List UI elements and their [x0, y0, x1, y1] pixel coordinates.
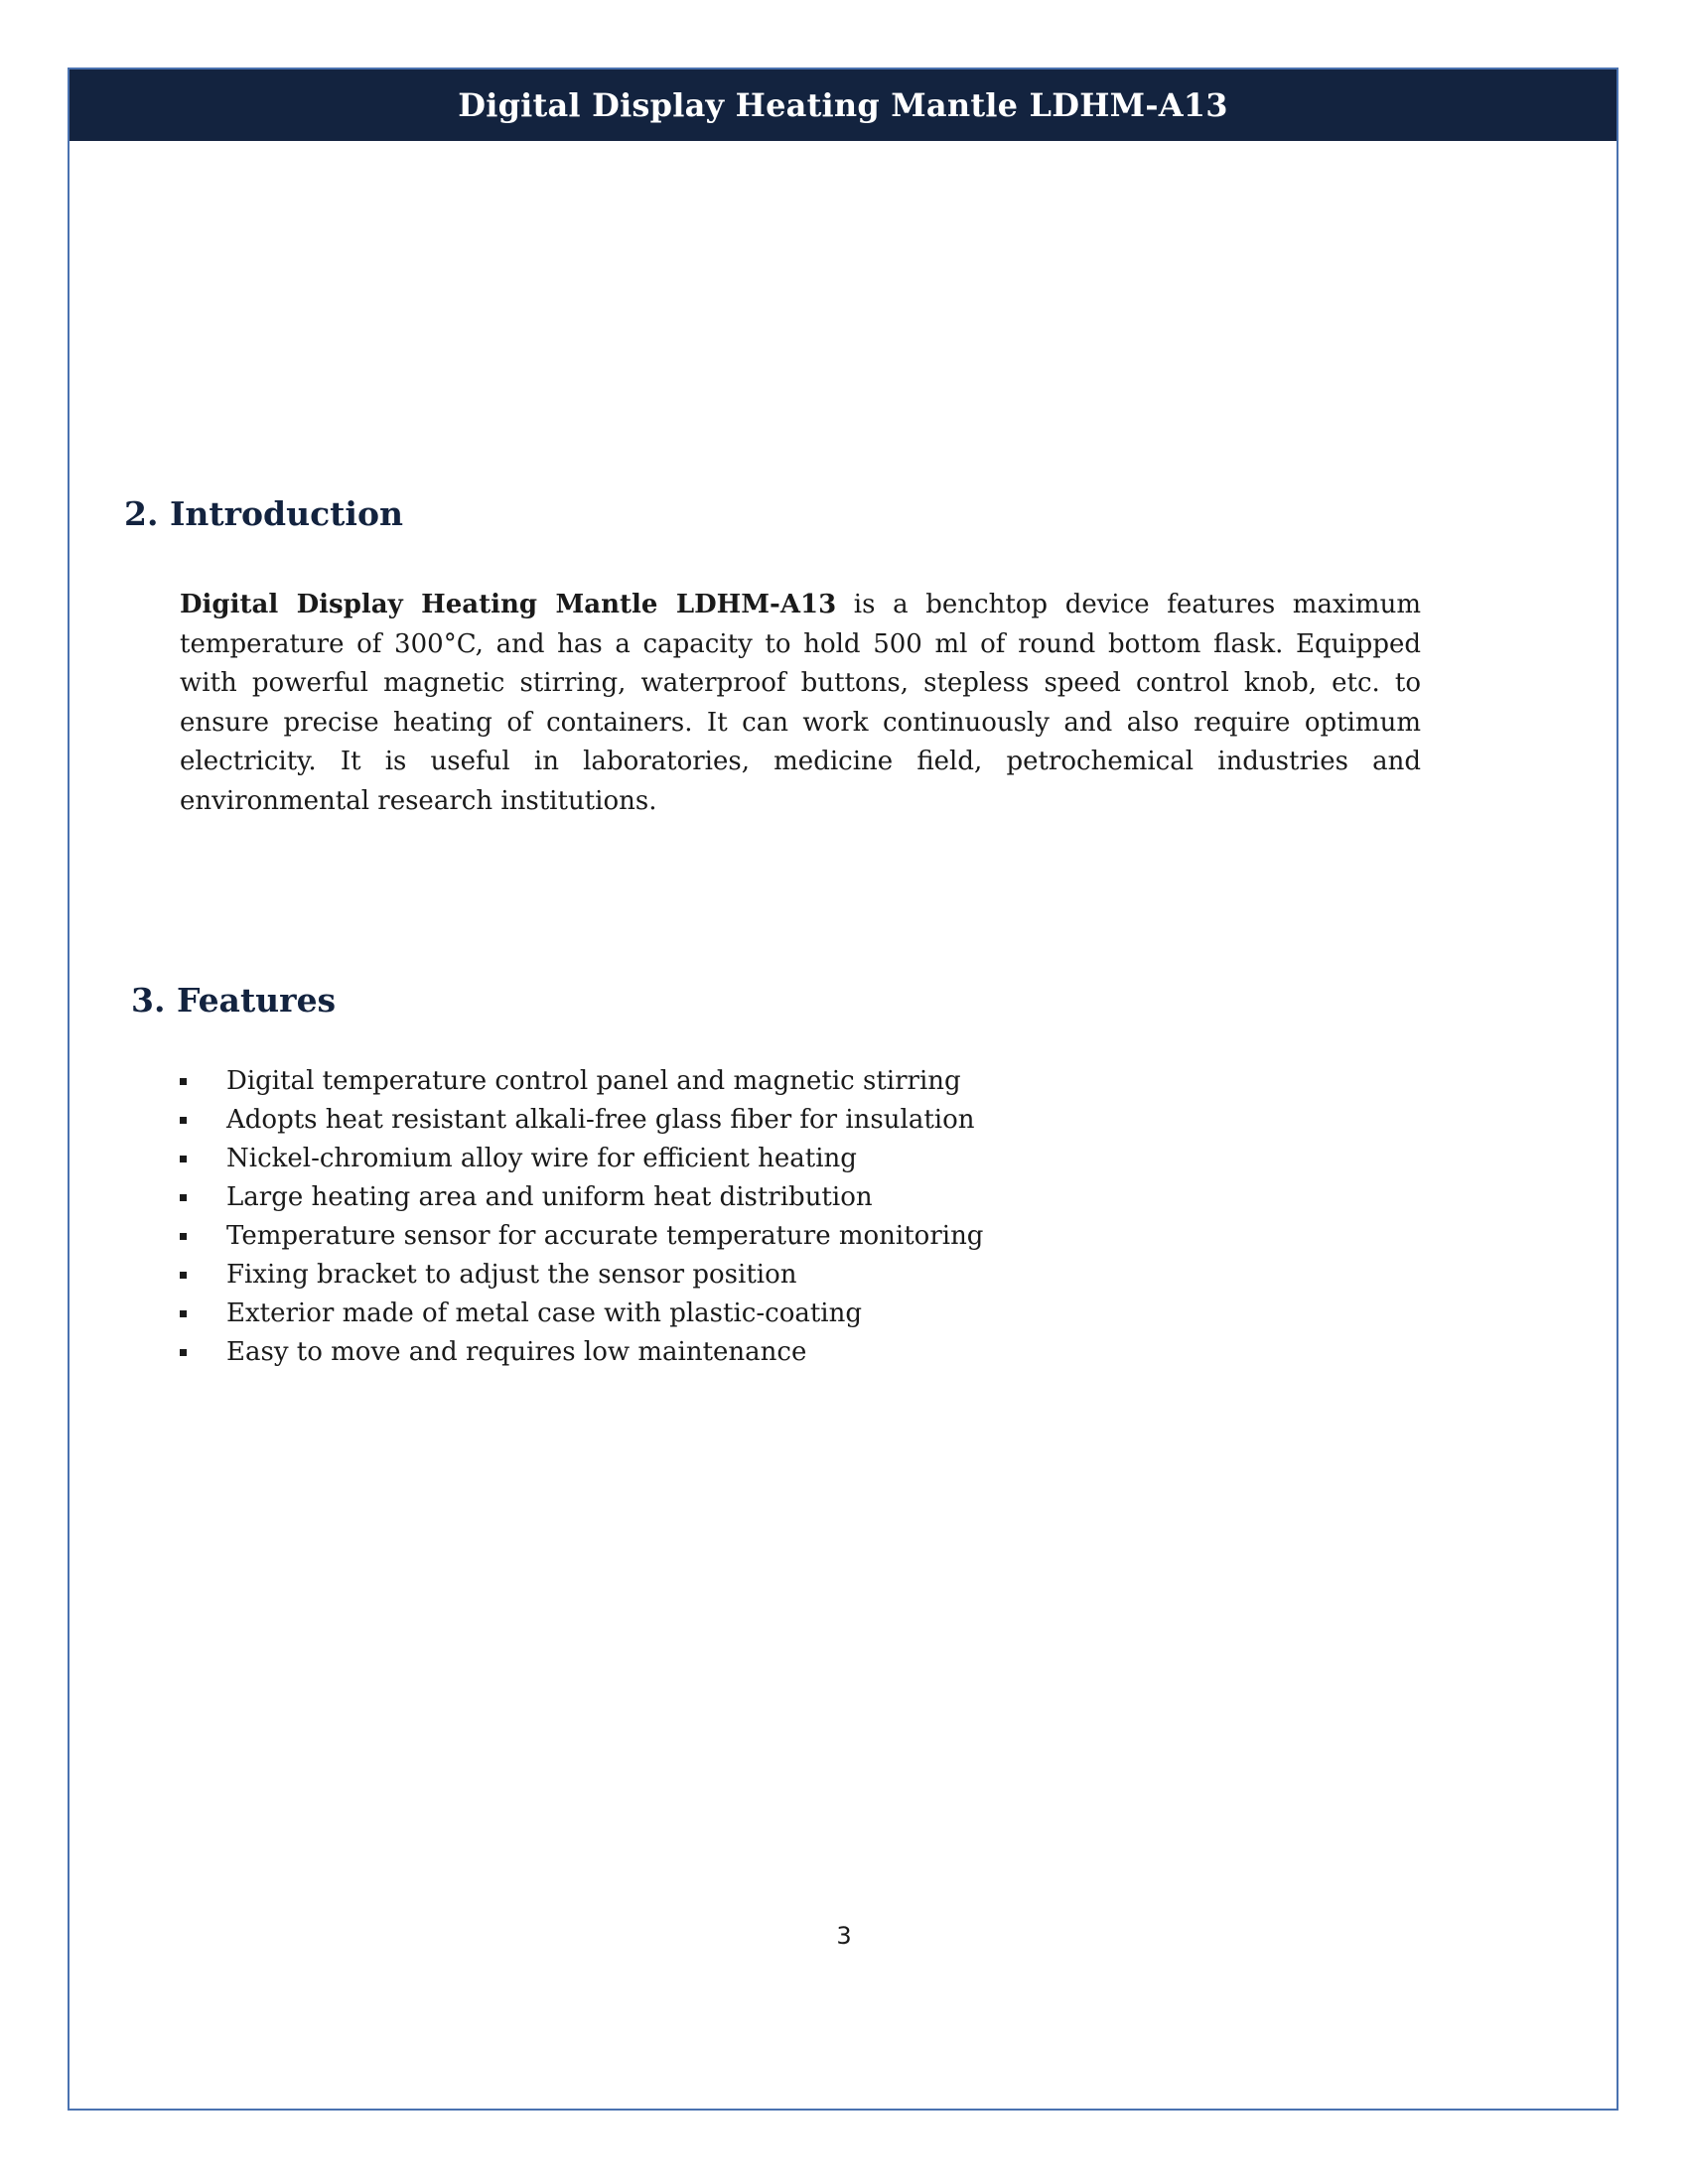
introduction-heading: 2. Introduction — [124, 494, 403, 533]
feature-item — [180, 1062, 983, 1101]
page-number: 3 — [836, 1922, 852, 1950]
document-title: Digital Display Heating Mantle LDHM-A13 — [458, 86, 1228, 124]
feature-item — [180, 1140, 983, 1178]
feature-text: Fixing bracket to adjust the sensor position — [226, 1260, 797, 1290]
square-bullet-icon — [180, 1272, 187, 1279]
feature-item — [180, 1256, 983, 1295]
square-bullet-icon — [180, 1349, 187, 1356]
feature-text: Temperature sensor for accurate temperature monitoring — [226, 1221, 984, 1251]
features-list — [180, 1062, 983, 1372]
feature-item — [180, 1333, 983, 1372]
feature-text: Exterior made of metal case with plastic-coating — [226, 1298, 862, 1328]
document-title-bar — [70, 69, 1617, 141]
feature-item — [180, 1178, 983, 1217]
square-bullet-icon — [180, 1117, 187, 1124]
feature-text: Adopts heat resistant alkali-free glass fiber for insulation — [226, 1105, 975, 1135]
product-name: Digital Display Heating Mantle LDHM-A13 — [180, 590, 837, 619]
introduction-paragraph — [180, 586, 1421, 821]
feature-text: Nickel-chromium alloy wire for efficient heating — [226, 1144, 857, 1173]
feature-item — [180, 1101, 983, 1140]
square-bullet-icon — [180, 1078, 187, 1085]
square-bullet-icon — [180, 1156, 187, 1162]
introduction-body: is a benchtop device features maximum temperature of 300°C, and has a capacity to hold 500 ml of round bottom flask. Equipped with powerful magnetic stirring, waterproof buttons, stepless speed control knob, etc. to ensure precise heating of containers. It can work continuously and also require optimum electricity. It is useful in laboratories, medicine field, petrochemical industries and environmental research institutions. — [180, 590, 1421, 816]
square-bullet-icon — [180, 1310, 187, 1317]
feature-text: Digital temperature control panel and magnetic stirring — [226, 1066, 961, 1096]
feature-item — [180, 1217, 983, 1256]
square-bullet-icon — [180, 1233, 187, 1240]
feature-item — [180, 1295, 983, 1333]
square-bullet-icon — [180, 1194, 187, 1201]
features-heading: 3. Features — [131, 981, 337, 1020]
feature-text: Easy to move and requires low maintenance — [226, 1337, 807, 1367]
feature-text: Large heating area and uniform heat distribution — [226, 1182, 873, 1212]
